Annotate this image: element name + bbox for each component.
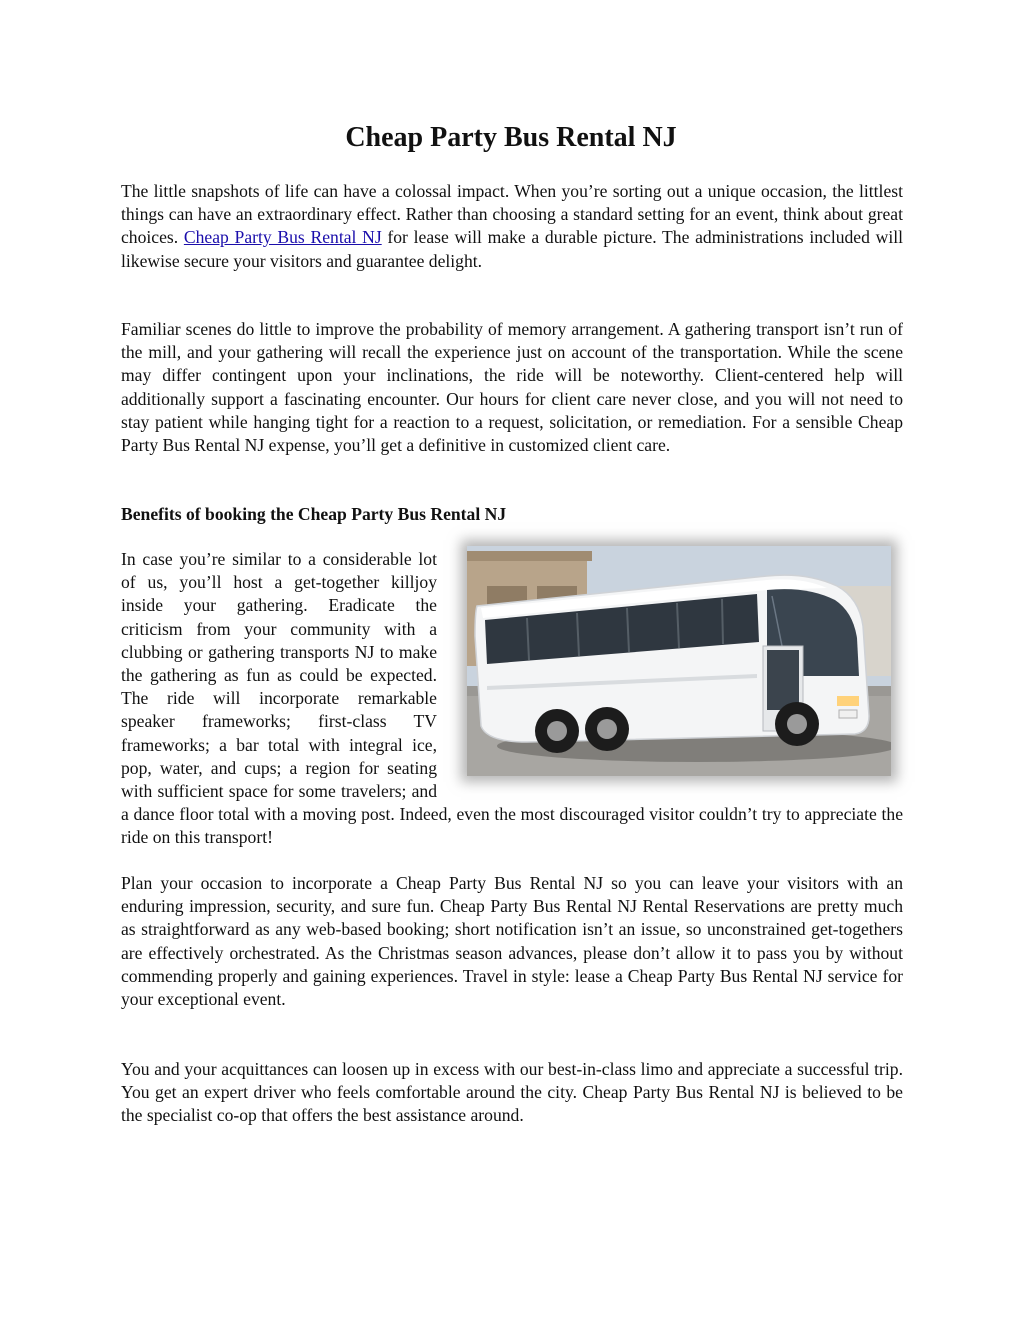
paragraph-benefits-text: In case you’re similar to a considerable lot of us, you’ll host a get-together killjoy inside your gathering. Eradicate the criticism from your community with a clubbing or gathering transports NJ to make the gathering as fun as could be expected. The ride will incorporate remarkable speaker frameworks; first-class TV frameworks; a bar total with integral ice, pop, water, and cups; a region for seating with sufficient space for some travelers; and a dance floor total with a moving post. Indeed, even the most discouraged visitor couldn’t try to appreciate the ride on this transport! [121,549,903,848]
paragraph-closing: You and your acquittances can loosen up in excess with our best-in-class limo and appreciate a successful trip. You get an expert driver who feels comfortable around the city. Cheap Party Bus Rental NJ is believed to be the specialist co-op that offers the best assistance around. [121,1059,903,1126]
bus-image [467,546,891,776]
page-title: Cheap Party Bus Rental NJ [345,122,677,153]
paragraph-intro-text-before: The little snapshots of life can have a colossal impact. When you’re sorting out a unique occasion, the littlest things can have an extraordinary effect. Rather than choosing a standard setting for an event, think about great choices. [121,181,903,248]
paragraph-intro [121,180,903,273]
paragraph-plan-occasion: Plan your occasion to incorporate a Cheap Party Bus Rental NJ so you can leave your visitors with an enduring impression, security, and sure fun. Cheap Party Bus Rental NJ Rental Reservations are pretty much as straightforward as any web-based booking; short notification isn’t an issue, so unconstrained get-togethers are effectively orchestrated. As the Christmas season advances, please don’t allow it to pass you by without commending properly and gaining experiences. Travel in style: lease a Cheap Party Bus Rental NJ service for your exceptional event. [121,873,903,1010]
bus-photo [467,546,891,776]
section-heading: Benefits of booking the Cheap Party Bus Rental NJ [121,504,507,524]
party-bus-link[interactable]: Cheap Party Bus Rental NJ [183,227,382,248]
paragraph-familiar-scenes: Familiar scenes do little to improve the probability of memory arrangement. A gathering transport isn’t run of the mill, and your gathering will recall the experience just on account of the transportation. While the scene may differ contingent upon your inclinations, the ride will be noteworthy. Client-centered help will additionally support a fascinating encounter. Our hours for client care never close, and you will not need to stay patient while hanging tight for a reaction to a request, solicitation, or remediation. For a sensible Cheap Party Bus Rental NJ expense, you’ll get a definitive in customized client care. [121,319,903,456]
paragraph-intro-text-after: for lease will make a durable picture. The administrations included will likewise secure your visitors and guarantee delight. [121,227,903,271]
